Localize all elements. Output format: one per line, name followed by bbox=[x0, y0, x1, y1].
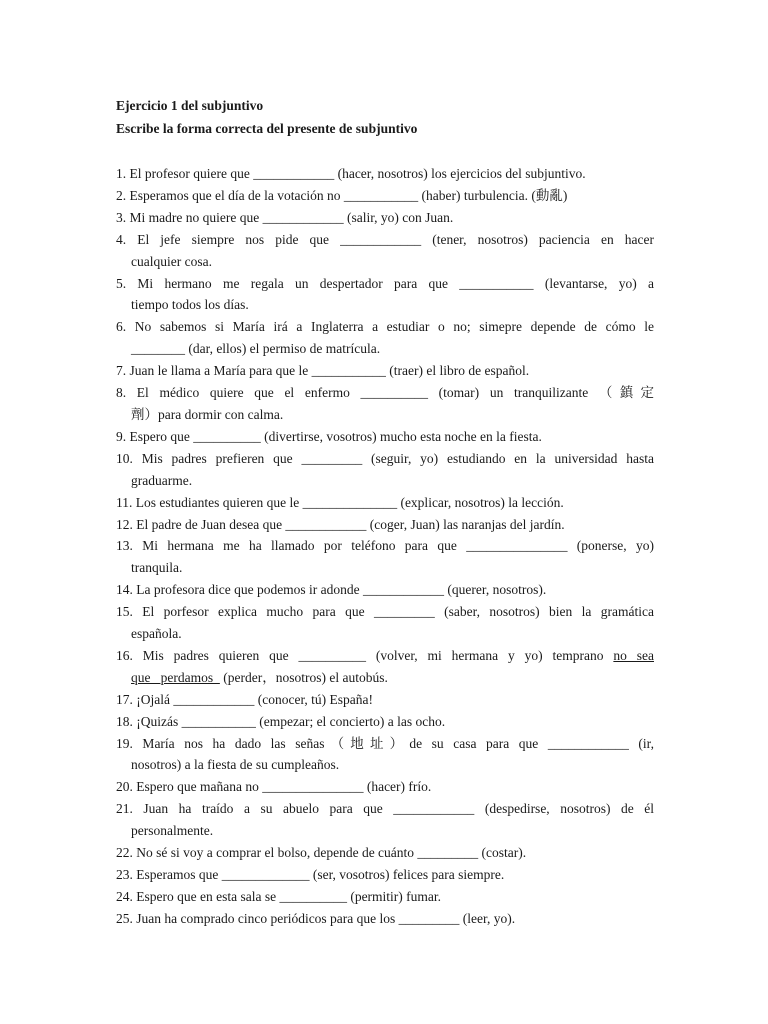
exercise-item-16: 16. Mis padres quieren que __________ (volver, mi hermana y yo) temprano no sea que perdamos (perder，nosotros) el autobús. bbox=[116, 647, 654, 685]
exercise-item-23: 23. Esperamos que _____________ (ser, vosotros) felices para siempre. bbox=[116, 867, 505, 882]
exercise-item-20: 20. Espero que mañana no _______________ (hacer) frío. bbox=[116, 779, 432, 795]
exercise-item-25: 25. Juan ha comprado cinco periódicos para que los _________ (leer, yo). bbox=[116, 910, 516, 926]
exercise-item-13: 13. Mi hermana me ha llamado por teléfono para que _______________ (ponerse, yo) tranquila. bbox=[116, 538, 654, 576]
exercise-item-4: 4. El jefe siempre nos pide que ____________ (tener, nosotros) paciencia en hacer cualquier cosa. bbox=[116, 231, 654, 269]
exercise-item-22: 22. No sé si voy a comprar el bolso, depende de cuánto _________ (costar). bbox=[116, 845, 527, 861]
exercise-item-21: 21. Juan ha traído a su abuelo para que ____________ (despedirse, nosotros) de él personalmente. bbox=[116, 801, 654, 839]
underlined-phrase-continued: que perdamos bbox=[131, 669, 220, 685]
exercise-item-1: 1. El profesor quiere que ____________ (hacer, nosotros) los ejercicios del subjuntivo. bbox=[116, 166, 586, 181]
exercise-item-8: 8. El médico quiere que el enfermo __________ (tomar) un tranquilizante （鎮定 劑）para dormir con calma. bbox=[116, 385, 654, 422]
worksheet-title: Ejercicio 1 del subjuntivo bbox=[116, 98, 264, 113]
exercise-item-5: 5. Mi hermano me regala un despertador para que ___________ (levantarse, yo) a tiempo todos los días. bbox=[116, 275, 654, 313]
exercise-item-10: 10. Mis padres prefieren que _________ (seguir, yo) estudiando en la universidad hasta graduarme. bbox=[116, 450, 654, 488]
exercise-item-9: 9. Espero que __________ (divertirse, vosotros) mucho esta noche en la fiesta. bbox=[116, 428, 542, 444]
exercise-item-14: 14. La profesora dice que podemos ir adonde ____________ (querer, nosotros). bbox=[116, 582, 547, 598]
exercise-item-3: 3. Mi madre no quiere que ____________ (salir, yo) con Juan. bbox=[116, 209, 454, 225]
exercise-item-12: 12. El padre de Juan desea que ____________ (coger, Juan) las naranjas del jardín. bbox=[116, 516, 565, 532]
exercise-item-2: 2. Esperamos que el día de la votación no ___________ (haber) turbulencia. (動亂) bbox=[116, 187, 568, 203]
worksheet-instruction: Escribe la forma correcta del presente de subjuntivo bbox=[116, 121, 418, 136]
exercise-item-19: 19. María nos ha dado las señas（地址）de su casa para que ____________ (ir, nosotros) a la fiesta de su cumpleaños. bbox=[116, 735, 654, 773]
exercise-item-24: 24. Espero que en esta sala se __________ (permitir) fumar. bbox=[116, 888, 442, 904]
exercise-item-17: 17. ¡Ojalá ____________ (conocer, tú) España! bbox=[116, 691, 374, 707]
exercise-item-15: 15. El porfesor explica mucho para que _________ (saber, nosotros) bien la gramática española. bbox=[116, 604, 654, 642]
underlined-phrase: no sea bbox=[613, 647, 654, 663]
exercise-item-6: 6. No sabemos si María irá a Inglaterra a estudiar o no; simepre depende de cómo le ________ (dar, ellos) el permiso de matrícula. bbox=[116, 319, 654, 357]
exercise-item-18: 18. ¡Quizás ___________ (empezar; el concierto) a las ocho. bbox=[116, 713, 446, 729]
exercise-list bbox=[116, 163, 654, 930]
exercise-item-11: 11. Los estudiantes quieren que le ______________ (explicar, nosotros) la lección. bbox=[116, 494, 564, 510]
exercise-item-7: 7. Juan le llama a María para que le ___________ (traer) el libro de español. bbox=[116, 363, 530, 379]
